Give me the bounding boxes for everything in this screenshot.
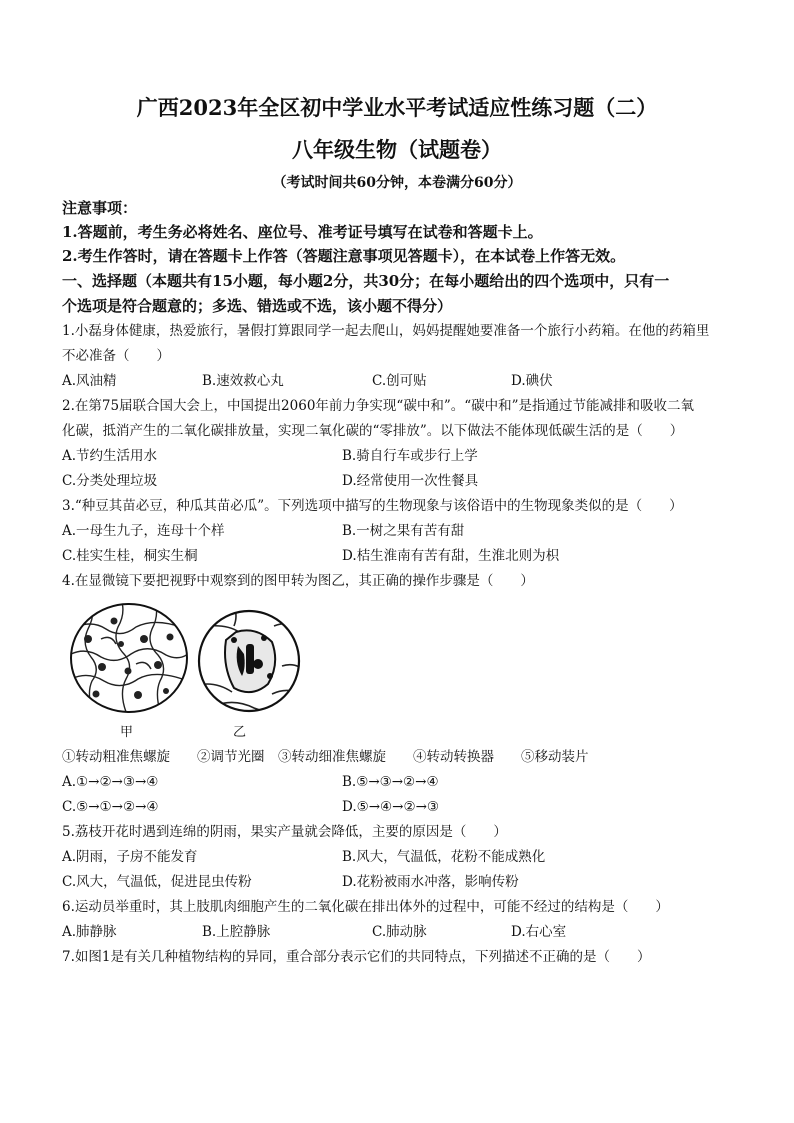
q6-option-d: D.右心室 (511, 924, 567, 940)
figure-b-label: 乙 (233, 725, 247, 740)
q6-option-a: A.肺静脉 (62, 924, 117, 940)
q3-option-b: B.一树之果有苦有甜 (342, 523, 465, 539)
q1-option-b: B.速效救心丸 (202, 373, 284, 389)
section-heading-line-2: 个选项是符合题意的；多选、错选或不选，该小题不得分） (62, 297, 453, 315)
q3-option-c: C.桂实生桂，桐实生桐 (62, 548, 198, 564)
q1-stem-line-2: 不必准备（ ） (62, 348, 170, 364)
q5-option-d: D.花粉被雨水冲落，影响传粉 (342, 874, 519, 890)
q7-stem-line-1: 7.如图1是有关几种植物结构的异同，重合部分表示它们的共同特点，下列描述不正确的是（ ） (62, 949, 651, 965)
q2-option-d: D.经常使用一次性餐具 (342, 473, 479, 489)
q3-option-d: D.桔生淮南有苦有甜，生淮北则为枳 (342, 548, 560, 564)
notes-item-2: 2.考生作答时，请在答题卡上作答（答题注意事项见答题卡），在本试卷上作答无效。 (62, 247, 626, 265)
q5-option-c: C.风大，气温低，促进昆虫传粉 (62, 874, 252, 890)
q6-option-c: C.肺动脉 (372, 924, 427, 940)
q1-option-a: A.风油精 (62, 373, 117, 389)
notes-item-1: 1.答题前，考生务必将姓名、座位号、准考证号填写在试卷和答题卡上。 (62, 223, 543, 241)
q5-option-b: B.风大，气温低，花粉不能成熟化 (342, 849, 546, 865)
microscope-view-b-figure (194, 606, 304, 716)
figure-a-label: 甲 (120, 725, 134, 740)
q1-stem-line-1: 1.小磊身体健康，热爱旅行，暑假打算跟同学一起去爬山，妈妈提醒她要准备一个旅行小药箱。在他的药箱里 (62, 323, 710, 339)
q6-option-b: B.上腔静脉 (202, 924, 271, 940)
microscope-view-a-figure (66, 599, 192, 717)
q2-option-c: C.分类处理垃圾 (62, 473, 158, 489)
exam-info: （考试时间共60分钟，本卷满分60分） (272, 175, 522, 191)
q3-stem-line-1: 3.“种豆其苗必豆，种瓜其苗必瓜”。下列选项中描写的生物现象与该俗语中的生物现象类似的是（ ） (62, 498, 683, 514)
q6-stem-line-1: 6.运动员举重时，其上肢肌肉细胞产生的二氧化碳在排出体外的过程中，可能不经过的结构是（ ） (62, 899, 669, 915)
q2-option-a: A.节约生活用水 (62, 448, 158, 464)
q4-stem-line-1: 4.在显微镜下要把视野中观察到的图甲转为图乙，其正确的操作步骤是（ ） (62, 573, 534, 589)
q3-option-a: A.一母生九子，连母十个样 (62, 523, 225, 539)
q2-option-b: B.骑自行车或步行上学 (342, 448, 478, 464)
exam-title: 广西2023年全区初中学业水平考试适应性练习题（二） (136, 95, 658, 120)
q2-stem-line-2: 化碳，抵消产生的二氧化碳排放量，实现二氧化碳的“零排放”。以下做法不能体现低碳生活的是（ ） (62, 423, 684, 439)
q4-option-b: B.⑤→③→②→④ (342, 774, 439, 790)
section-heading-line-1: 一、选择题（本题共有15小题，每小题2分，共30分；在每小题给出的四个选项中，只有一 (62, 272, 670, 290)
q5-option-a: A.阴雨，子房不能发育 (62, 849, 198, 865)
q4-option-d: D.⑤→④→②→③ (342, 799, 439, 815)
q5-stem-line-1: 5.荔枝开花时遇到连绵的阴雨，果实产量就会降低，主要的原因是（ ） (62, 824, 507, 840)
q1-option-c: C.创可贴 (372, 373, 427, 389)
q4-option-c: C.⑤→①→②→④ (62, 799, 159, 815)
q2-stem-line-1: 2.在第75届联合国大会上，中国提出2060年前力争实现“碳中和”。“碳中和”是指通过节能减排和吸收二氧 (62, 398, 695, 414)
q4-option-a: A.①→②→③→④ (62, 774, 159, 790)
exam-subtitle: 八年级生物（试题卷） (292, 137, 502, 162)
q1-option-d: D.碘伏 (511, 373, 553, 389)
notes-heading: 注意事项： (62, 199, 138, 217)
q4-steps: ①转动粗准焦螺旋 ②调节光圈 ③转动细准焦螺旋 ④转动转换器 ⑤移动装片 (62, 749, 589, 765)
